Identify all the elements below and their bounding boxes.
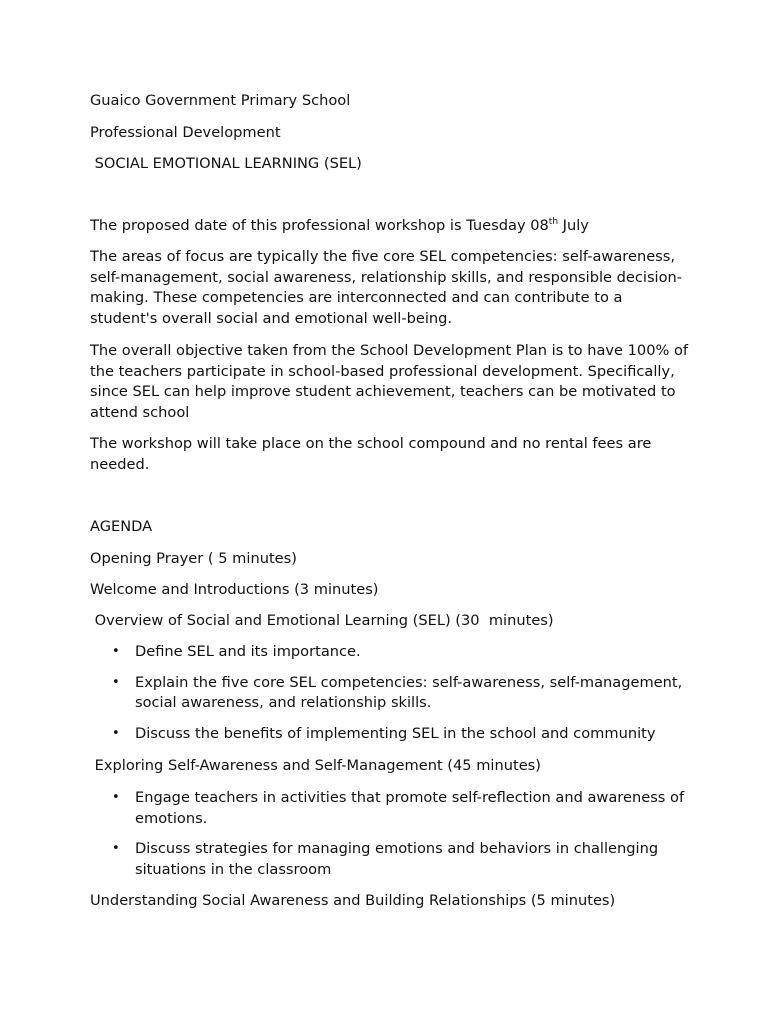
document-topic: SOCIAL EMOTIONAL LEARNING (SEL) bbox=[90, 155, 362, 172]
overview-bullet-list bbox=[90, 642, 690, 745]
focus-paragraph: The areas of focus are typically the five core SEL competencies: self-awareness, self-management, social awareness, relationship skills, and responsible decision-making. These competencies are interconnected and can contribute to a student's overall social and emotional well-being. bbox=[90, 248, 683, 328]
list-item bbox=[90, 788, 690, 829]
agenda-overview: Overview of Social and Emotional Learning (SEL) (30 minutes) bbox=[90, 612, 554, 629]
list-item-text: Discuss strategies for managing emotions and behaviors in challenging situations in the classroom bbox=[135, 840, 659, 879]
bullet-icon: • bbox=[112, 790, 120, 805]
objective-paragraph: The overall objective taken from the School Development Plan is to have 100% of the teachers participate in school-based professional development. Specifically, since SEL can help improve student achievement, teachers can be motivated to attend school bbox=[90, 342, 689, 422]
workshop-date-ordinal: th bbox=[548, 217, 559, 227]
school-name: Guaico Government Primary School bbox=[90, 92, 351, 109]
list-item-text: Engage teachers in activities that promote self-reflection and awareness of emotions. bbox=[135, 789, 685, 827]
document-subtitle: Professional Development bbox=[90, 124, 281, 141]
agenda-opening-prayer: Opening Prayer ( 5 minutes) bbox=[90, 550, 297, 567]
agenda-exploring: Exploring Self-Awareness and Self-Management (45 minutes) bbox=[90, 757, 541, 774]
list-item bbox=[90, 673, 690, 714]
list-item-text: Explain the five core SEL competencies: self-awareness, self-management, social awareness, and relationship skills. bbox=[135, 673, 683, 712]
workshop-date-suffix: July bbox=[558, 217, 589, 234]
agenda-understanding: Understanding Social Awareness and Building Relationships (5 minutes) bbox=[90, 892, 616, 909]
location-paragraph: The workshop will take place on the school compound and no rental fees are needed. bbox=[90, 435, 652, 473]
agenda-welcome: Welcome and Introductions (3 minutes) bbox=[90, 581, 379, 598]
exploring-bullet-list bbox=[90, 788, 690, 881]
bullet-icon: • bbox=[112, 726, 120, 742]
agenda-heading: AGENDA bbox=[90, 518, 153, 535]
list-item bbox=[90, 642, 690, 663]
list-item bbox=[90, 839, 690, 880]
bullet-icon: • bbox=[112, 841, 120, 857]
list-item bbox=[90, 724, 690, 745]
workshop-date-prefix: The proposed date of this professional workshop is Tuesday 08 bbox=[90, 217, 549, 234]
bullet-icon: • bbox=[112, 644, 120, 659]
list-item-text: Define SEL and its importance. bbox=[135, 643, 361, 660]
list-item-text: Discuss the benefits of implementing SEL in the school and community bbox=[135, 725, 656, 743]
workshop-date bbox=[90, 216, 589, 237]
bullet-icon: • bbox=[112, 674, 120, 690]
